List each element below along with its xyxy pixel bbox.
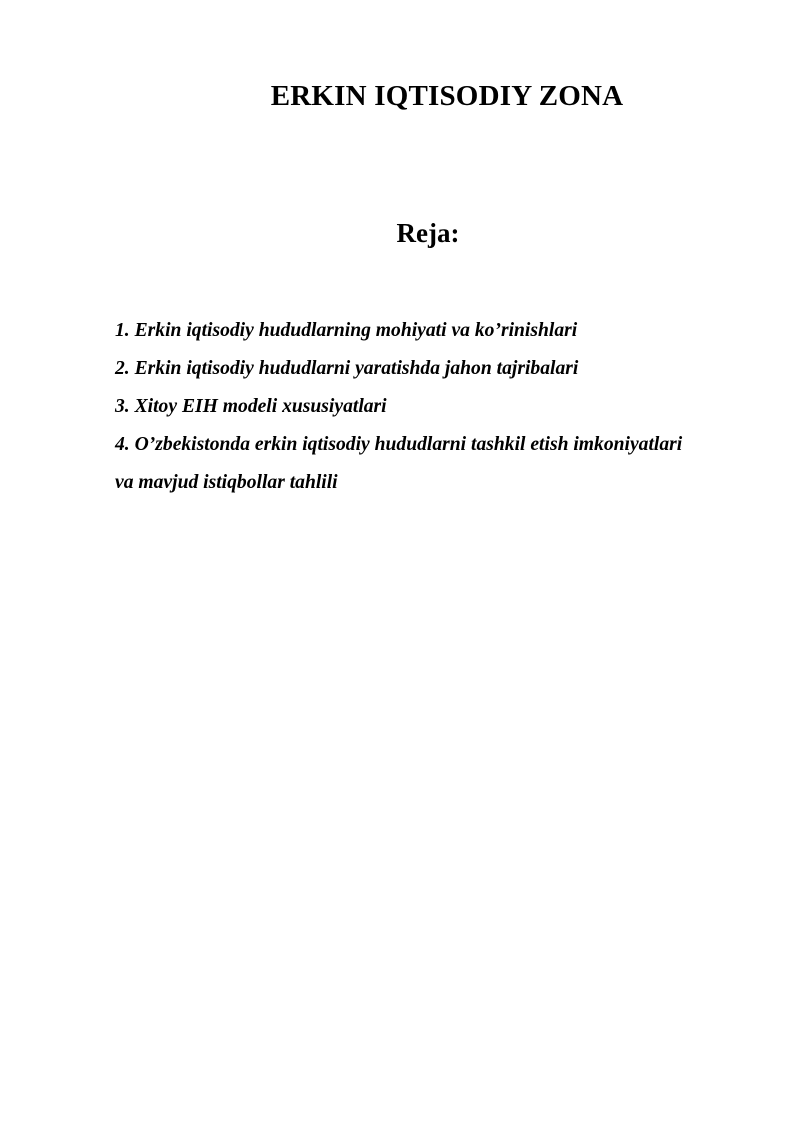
plan-item: 3. Xitoy EIH modeli xususiyatlari <box>115 396 387 417</box>
plan-item: 1. Erkin iqtisodiy hududlarning mohiyati va ko’rinishlari <box>115 320 578 341</box>
document-title: ERKIN IQTISODIY ZONA <box>270 80 624 112</box>
plan-item-continuation: va mavjud istiqbollar tahlili <box>115 472 338 493</box>
plan-item: 4. O’zbekistonda erkin iqtisodiy hududlarni tashkil etish imkoniyatlari <box>115 434 683 455</box>
plan-item: 2. Erkin iqtisodiy hududlarni yaratishda jahon tajribalari <box>115 358 579 379</box>
plan-list <box>115 312 755 502</box>
plan-heading: Reja: <box>396 218 460 248</box>
